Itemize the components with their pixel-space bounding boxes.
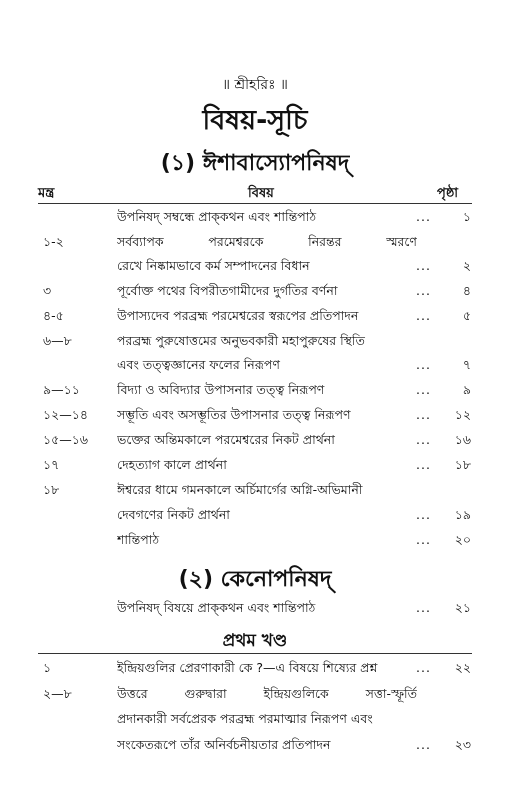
toc-row [0, 333, 510, 359]
mantra-number: ৬—৮ [43, 333, 72, 348]
page-number: ২২ [454, 660, 471, 675]
topic-text: ঈশ্বরের ধামে গমনকালে অর্চিমার্গের অগ্নি-অভিমানী [117, 482, 363, 497]
leader-dots: ... [416, 660, 431, 675]
mantra-number: ১৭ [43, 457, 60, 472]
topic-text: ভক্তের অন্তিমকালে পরমেশ্বরের নিকট প্রার্থনা [117, 432, 335, 447]
subheading-first-part: প্রথম খণ্ড [222, 631, 288, 651]
section-title-kena: (২) কেনোপনিষদ্ [178, 567, 332, 592]
topic-text: উপনিষদ্ সম্বন্ধে প্রাক্‌কথন এবং শান্তিপাঠ [117, 209, 317, 224]
topic-text: সংকেতরূপে তাঁর অনির্বচনীয়তার প্রতিপাদন [117, 737, 331, 752]
mantra-number: ১-২ [43, 234, 64, 249]
header-divider [38, 203, 472, 204]
page-title: বিষয়-সূচি [202, 105, 308, 136]
page-number: ১৮ [454, 457, 471, 472]
page-number: ২১ [454, 600, 471, 615]
leader-dots: ... [416, 457, 431, 472]
mantra-number: ১ [43, 660, 52, 675]
toc-row [0, 686, 510, 712]
leader-dots: ... [416, 737, 431, 752]
mantra-number: ৪-৫ [43, 308, 64, 323]
leader-dots: ... [416, 209, 431, 224]
invocation-text: ॥ শ্রীহরিঃ ॥ [222, 77, 288, 93]
mantra-number: ৩ [43, 283, 52, 298]
topic-text: পরব্রহ্ম পুরুষোত্তমের অনুভবকারী মহাপুরুষের স্থিতি [117, 333, 365, 348]
toc-row [0, 507, 510, 533]
column-header-mantra: মন্ত্র [38, 186, 55, 201]
toc-row [0, 532, 510, 558]
topic-text: পূর্বোক্ত পথের বিপরীতগামীদের দুর্গতির বর্ণনা [117, 283, 338, 298]
section-title-isha: (১) ঈশাবাস্যোপনিষদ্ [160, 151, 350, 176]
topic-text: বিদ্যা ও অবিদ্যার উপাসনার তত্ত্ব নিরূপণ [117, 382, 325, 397]
page-number: ৯ [462, 382, 471, 397]
toc-row [0, 258, 510, 284]
toc-row [0, 660, 510, 686]
leader-dots: ... [416, 308, 431, 323]
topic-text: উত্তরে গুরুদ্বারা ইন্দ্রিয়গুলিকে সত্তা-স্ফূর্তি [117, 686, 417, 701]
page-number: ১৬ [454, 432, 471, 447]
mantra-number: ১২—১৪ [43, 407, 88, 422]
toc-row [0, 283, 510, 309]
mantra-number: ৯—১১ [43, 382, 80, 397]
page-number: ৪ [462, 283, 471, 298]
leader-dots: ... [416, 507, 431, 522]
page-number: ১২ [454, 407, 471, 422]
leader-dots: ... [416, 600, 431, 615]
topic-text: দেবগণের নিকট প্রার্থনা [117, 507, 230, 522]
toc-row [0, 234, 510, 260]
page-number: ১ [462, 209, 471, 224]
toc-row [0, 407, 510, 433]
leader-dots: ... [416, 407, 431, 422]
toc-row [0, 457, 510, 483]
leader-dots: ... [416, 382, 431, 397]
mantra-number: ২—৮ [43, 686, 72, 701]
page-number: ২ [462, 258, 471, 273]
topic-text: শান্তিপাঠ [117, 532, 160, 547]
leader-dots: ... [416, 357, 431, 372]
subheading-divider [38, 653, 472, 654]
mantra-number: ১৮ [43, 482, 60, 497]
toc-row [0, 209, 510, 235]
topic-text: রেখে নিষ্কামভাবে কর্ম সম্পাদনের বিধান [117, 258, 310, 273]
page-number: ৫ [462, 308, 471, 323]
toc-row [0, 482, 510, 508]
page-number: ৭ [462, 357, 471, 372]
page-number: ২০ [454, 532, 471, 547]
leader-dots: ... [416, 283, 431, 298]
toc-row [0, 432, 510, 458]
topic-text: ইন্দ্রিয়গুলির প্রেরণাকারী কে ?—এ বিষয়ে শিষ্যের প্রশ্ন [117, 660, 378, 675]
topic-text: সর্বব্যাপক পরমেশ্বরকে নিরন্তর স্মরণে [117, 234, 417, 249]
topic-text: উপনিষদ্ বিষয়ে প্রাক্‌কথন এবং শান্তিপাঠ [117, 600, 316, 615]
topic-text: সম্ভূতি এবং অসম্ভূতির উপাসনার তত্ত্ব নিরূপণ [117, 407, 351, 422]
page-number: ২৩ [454, 737, 471, 752]
toc-row [0, 600, 510, 626]
leader-dots: ... [416, 258, 431, 273]
column-header-topic: বিষয় [248, 186, 274, 201]
topic-text: দেহত্যাগ কালে প্রার্থনা [117, 457, 227, 472]
toc-row [0, 308, 510, 334]
toc-row [0, 357, 510, 383]
toc-row [0, 711, 510, 737]
column-header-page: পৃষ্ঠা [437, 186, 459, 201]
mantra-number: ১৫—১৬ [43, 432, 88, 447]
page-number: ১৯ [454, 507, 471, 522]
topic-text: উপাস্যদেব পরব্রহ্ম পরমেশ্বরের স্বরূপের প্রতিপাদন [117, 308, 359, 323]
toc-row [0, 382, 510, 408]
leader-dots: ... [416, 432, 431, 447]
topic-text: এবং তত্ত্বজ্ঞানের ফলের নিরূপণ [117, 357, 280, 372]
toc-row [0, 737, 510, 763]
topic-text: প্রদানকারী সর্বপ্রেরক পরব্রহ্ম পরমাত্মার নিরূপণ এবং [117, 711, 373, 726]
leader-dots: ... [416, 532, 431, 547]
